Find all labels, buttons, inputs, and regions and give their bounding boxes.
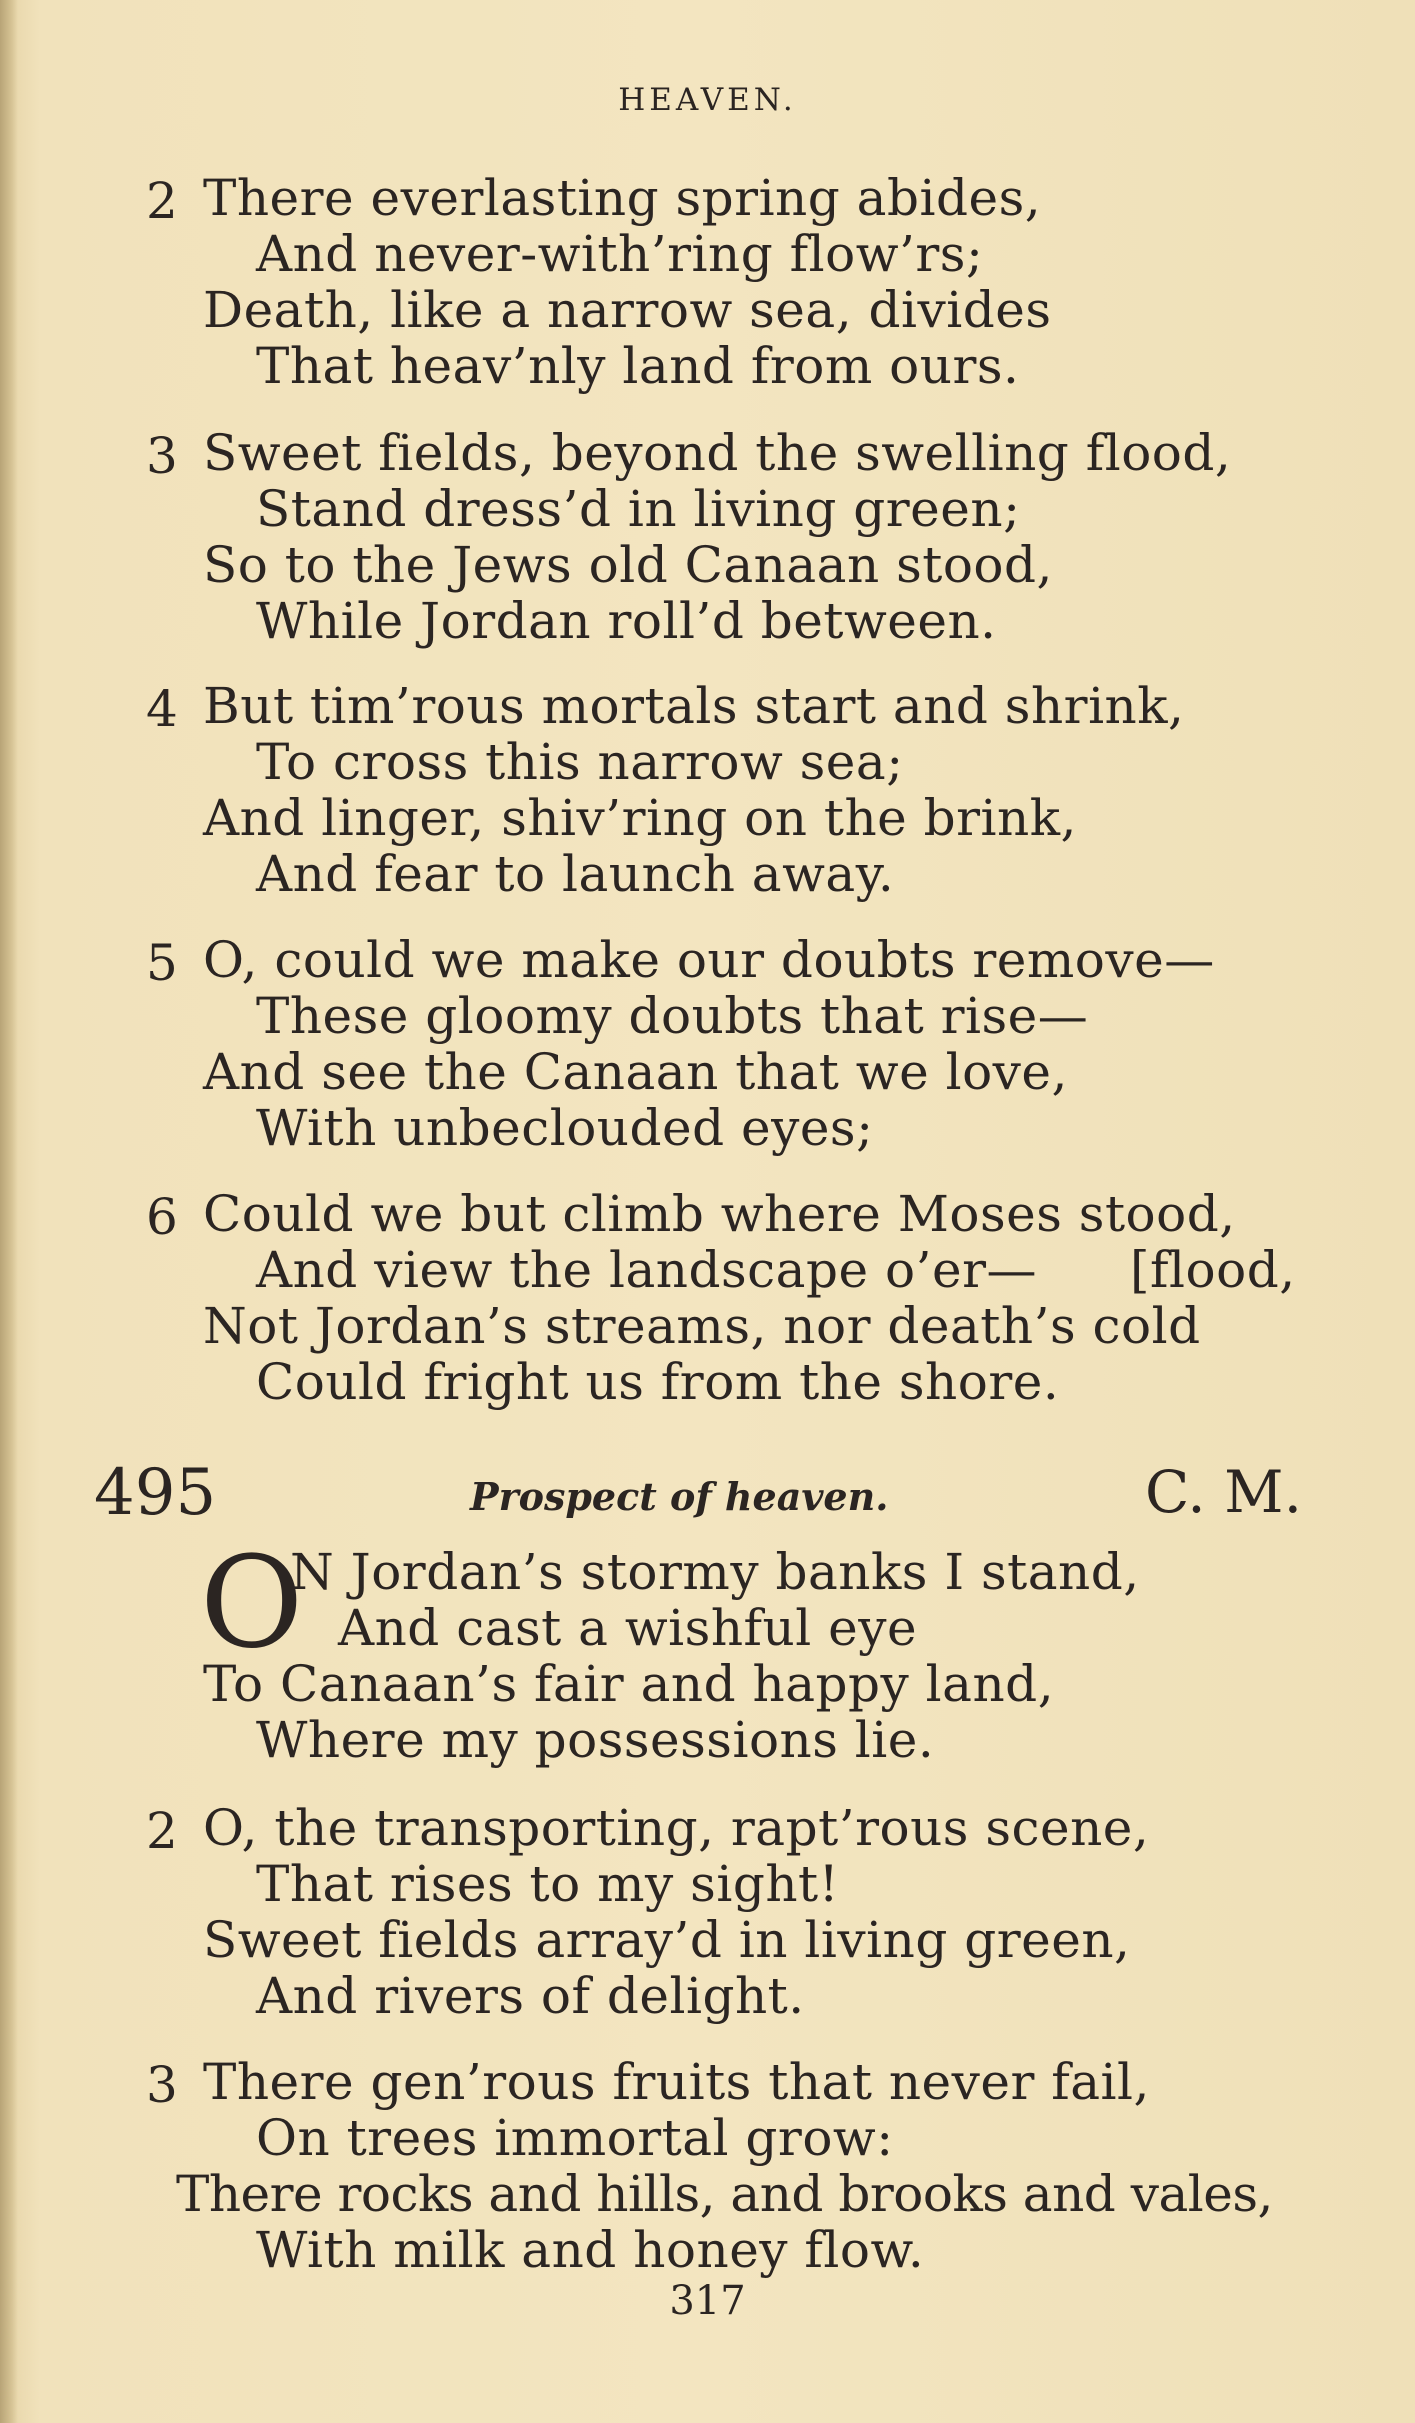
hymn-title: Prospect of heaven. [470,1474,889,1519]
verse-line: Could we but climb where Moses stood, [203,1185,1236,1243]
verse-line: Stand dress’d in living green; [256,480,1021,538]
verse-number: 2 [146,1802,178,1860]
verse-line: And linger, shiv’ring on the brink, [203,789,1077,847]
verse-line: Sweet fields array’d in living green, [203,1911,1131,1969]
verse-line: Death, like a narrow sea, divides [203,281,1052,339]
verse-line: O, the transporting, rapt’rous scene, [203,1799,1150,1857]
verse-line: These gloomy doubts that rise— [256,987,1089,1045]
verse-line: With unbeclouded eyes; [256,1099,874,1157]
verse-line: There rocks and hills, and brooks and vales, [176,2165,1273,2223]
verse-line: There gen’rous fruits that never fail, [203,2053,1150,2111]
verse-number: 3 [146,2056,178,2114]
verse-line: And view the landscape o’er— [256,1241,1037,1299]
verse-line: And rivers of delight. [256,1967,805,2025]
verse-line: To Canaan’s fair and happy land, [203,1655,1055,1713]
verse-number: 5 [146,934,178,992]
hymn-meter: C. M. [1145,1458,1303,1526]
verse-line: N Jordan’s stormy banks I stand, [290,1543,1140,1601]
verse-line-overflow: [flood, [1130,1241,1296,1299]
verse-line: Could fright us from the shore. [256,1353,1060,1411]
verse-line: Where my possessions lie. [256,1711,935,1769]
verse-line: That rises to my sight! [256,1855,840,1913]
verse-number: 2 [146,172,178,230]
verse-number: 6 [146,1188,178,1246]
verse-line: So to the Jews old Canaan stood, [203,536,1053,594]
verse-line: And see the Canaan that we love, [203,1043,1068,1101]
verse-line: But tim’rous mortals start and shrink, [203,677,1185,735]
hymn-number: 495 [94,1456,217,1530]
verse-number: 4 [146,680,178,738]
verse-number: 3 [146,427,178,485]
verse-line: To cross this narrow sea; [256,733,904,791]
verse-line: There everlasting spring abides, [203,169,1042,227]
book-spine-shadow [0,0,18,2423]
verse-line: And never-with’ring flow’rs; [256,225,984,283]
verse-line: While Jordan roll’d between. [256,592,997,650]
verse-line: On trees immortal grow: [256,2109,894,2167]
verse-line: And fear to launch away. [256,845,895,903]
verse-line: With milk and honey flow. [256,2221,925,2279]
verse-line: O, could we make our doubts remove— [203,931,1215,989]
verse-line: That heav’nly land from ours. [256,337,1020,395]
verse-line: And cast a wishful eye [338,1599,918,1657]
verse-line: Sweet fields, beyond the swelling flood, [203,424,1232,482]
drop-cap: O [200,1529,304,1676]
verse-line: Not Jordan’s streams, nor death’s cold [203,1297,1201,1355]
page-number: 317 [669,2278,746,2324]
running-head: HEAVEN. [618,82,797,118]
